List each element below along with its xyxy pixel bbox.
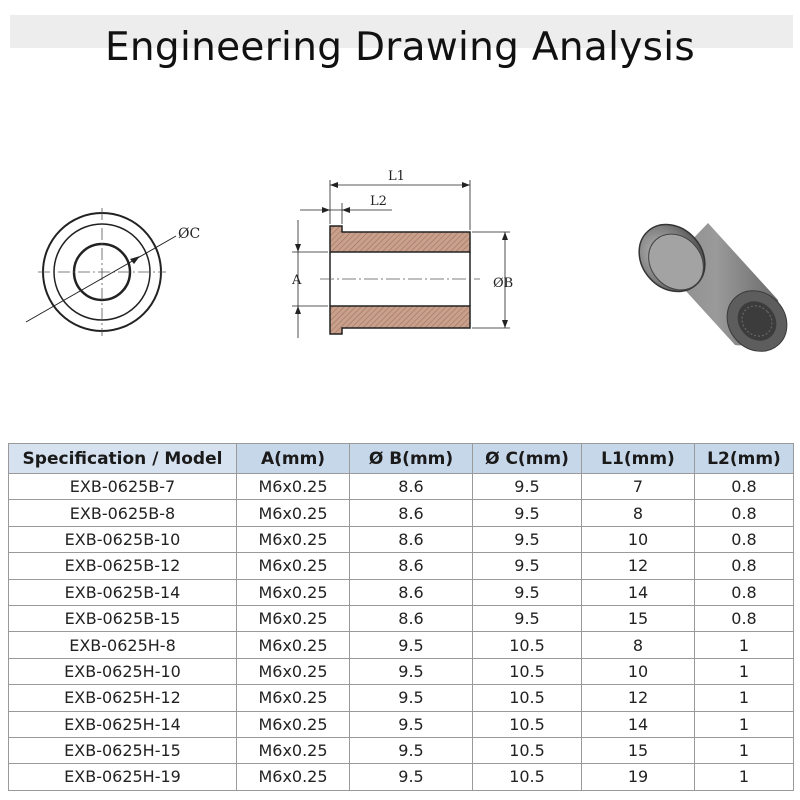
cell-c: 9.5 [473, 605, 582, 631]
cell-l1: 10 [582, 526, 695, 552]
cell-l1: 19 [582, 764, 695, 790]
table-row [9, 685, 794, 711]
cell-l2: 0.8 [695, 579, 794, 605]
spec-table [8, 443, 794, 791]
cell-model: EXB-0625B-10 [9, 526, 237, 552]
cell-l1: 12 [582, 685, 695, 711]
cell-l2: 0.8 [695, 474, 794, 500]
table-row [9, 579, 794, 605]
cell-l2: 0.8 [695, 553, 794, 579]
cell-l2: 1 [695, 737, 794, 763]
cell-a: M6x0.25 [237, 579, 350, 605]
header-c: Ø C(mm) [473, 444, 582, 474]
cell-model: EXB-0625H-10 [9, 658, 237, 684]
table-row [9, 737, 794, 763]
cell-b: 8.6 [350, 579, 473, 605]
table-row [9, 711, 794, 737]
header-spec-model: Specification / Model [9, 444, 237, 474]
cell-a: M6x0.25 [237, 526, 350, 552]
cell-c: 9.5 [473, 500, 582, 526]
cell-l1: 7 [582, 474, 695, 500]
header-a: A(mm) [237, 444, 350, 474]
header-b: Ø B(mm) [350, 444, 473, 474]
dim-l1-label: L1 [388, 169, 405, 184]
cell-b: 8.6 [350, 474, 473, 500]
dim-c-label: ØC [178, 226, 201, 242]
table-row [9, 474, 794, 500]
table-row [9, 605, 794, 631]
cell-b: 8.6 [350, 500, 473, 526]
cell-b: 9.5 [350, 632, 473, 658]
dim-l2-label: L2 [370, 194, 387, 209]
cell-b: 9.5 [350, 658, 473, 684]
cell-c: 10.5 [473, 764, 582, 790]
cell-c: 10.5 [473, 632, 582, 658]
cell-l2: 0.8 [695, 526, 794, 552]
table-row [9, 632, 794, 658]
cell-c: 9.5 [473, 526, 582, 552]
cell-a: M6x0.25 [237, 764, 350, 790]
front-view [26, 208, 200, 336]
cell-model: EXB-0625B-8 [9, 500, 237, 526]
cell-model: EXB-0625B-12 [9, 553, 237, 579]
cell-l2: 1 [695, 658, 794, 684]
header-l1: L1(mm) [582, 444, 695, 474]
cell-a: M6x0.25 [237, 685, 350, 711]
cell-l1: 12 [582, 553, 695, 579]
cell-c: 10.5 [473, 658, 582, 684]
cell-l2: 1 [695, 764, 794, 790]
cell-a: M6x0.25 [237, 605, 350, 631]
section-view [291, 169, 513, 338]
cell-l1: 8 [582, 500, 695, 526]
cell-c: 9.5 [473, 553, 582, 579]
spec-table-container [8, 443, 793, 791]
cell-model: EXB-0625H-15 [9, 737, 237, 763]
cell-l1: 15 [582, 605, 695, 631]
cell-l2: 0.8 [695, 605, 794, 631]
dim-a-label: A [292, 273, 302, 288]
cell-model: EXB-0625B-15 [9, 605, 237, 631]
cell-a: M6x0.25 [237, 737, 350, 763]
table-row [9, 526, 794, 552]
cell-c: 10.5 [473, 685, 582, 711]
table-row [9, 500, 794, 526]
cell-l1: 8 [582, 632, 695, 658]
table-row [9, 764, 794, 790]
cell-c: 9.5 [473, 579, 582, 605]
cell-l2: 1 [695, 685, 794, 711]
cell-a: M6x0.25 [237, 658, 350, 684]
cell-a: M6x0.25 [237, 500, 350, 526]
cell-model: EXB-0625B-14 [9, 579, 237, 605]
cell-b: 8.6 [350, 526, 473, 552]
cell-l2: 1 [695, 632, 794, 658]
bushing-3d-render [626, 211, 800, 363]
dim-b-label: ØB [493, 276, 514, 291]
cell-a: M6x0.25 [237, 711, 350, 737]
cell-a: M6x0.25 [237, 632, 350, 658]
cell-l1: 10 [582, 658, 695, 684]
cell-c: 9.5 [473, 474, 582, 500]
page-title: Engineering Drawing Analysis [104, 25, 696, 70]
cell-l2: 0.8 [695, 500, 794, 526]
cell-l1: 15 [582, 737, 695, 763]
cell-model: EXB-0625H-8 [9, 632, 237, 658]
cell-model: EXB-0625H-12 [9, 685, 237, 711]
cell-l1: 14 [582, 711, 695, 737]
cell-model: EXB-0625H-19 [9, 764, 237, 790]
cell-b: 9.5 [350, 737, 473, 763]
cell-a: M6x0.25 [237, 474, 350, 500]
cell-l2: 1 [695, 711, 794, 737]
cell-b: 8.6 [350, 605, 473, 631]
header-l2: L2(mm) [695, 444, 794, 474]
cell-b: 8.6 [350, 553, 473, 579]
cell-model: EXB-0625B-7 [9, 474, 237, 500]
cell-b: 9.5 [350, 711, 473, 737]
cell-c: 10.5 [473, 737, 582, 763]
table-header-row [9, 444, 794, 474]
table-row [9, 553, 794, 579]
cell-b: 9.5 [350, 685, 473, 711]
engineering-drawing [0, 150, 800, 380]
cell-b: 9.5 [350, 764, 473, 790]
cell-l1: 14 [582, 579, 695, 605]
cell-c: 10.5 [473, 711, 582, 737]
table-row [9, 658, 794, 684]
cell-a: M6x0.25 [237, 553, 350, 579]
cell-model: EXB-0625H-14 [9, 711, 237, 737]
